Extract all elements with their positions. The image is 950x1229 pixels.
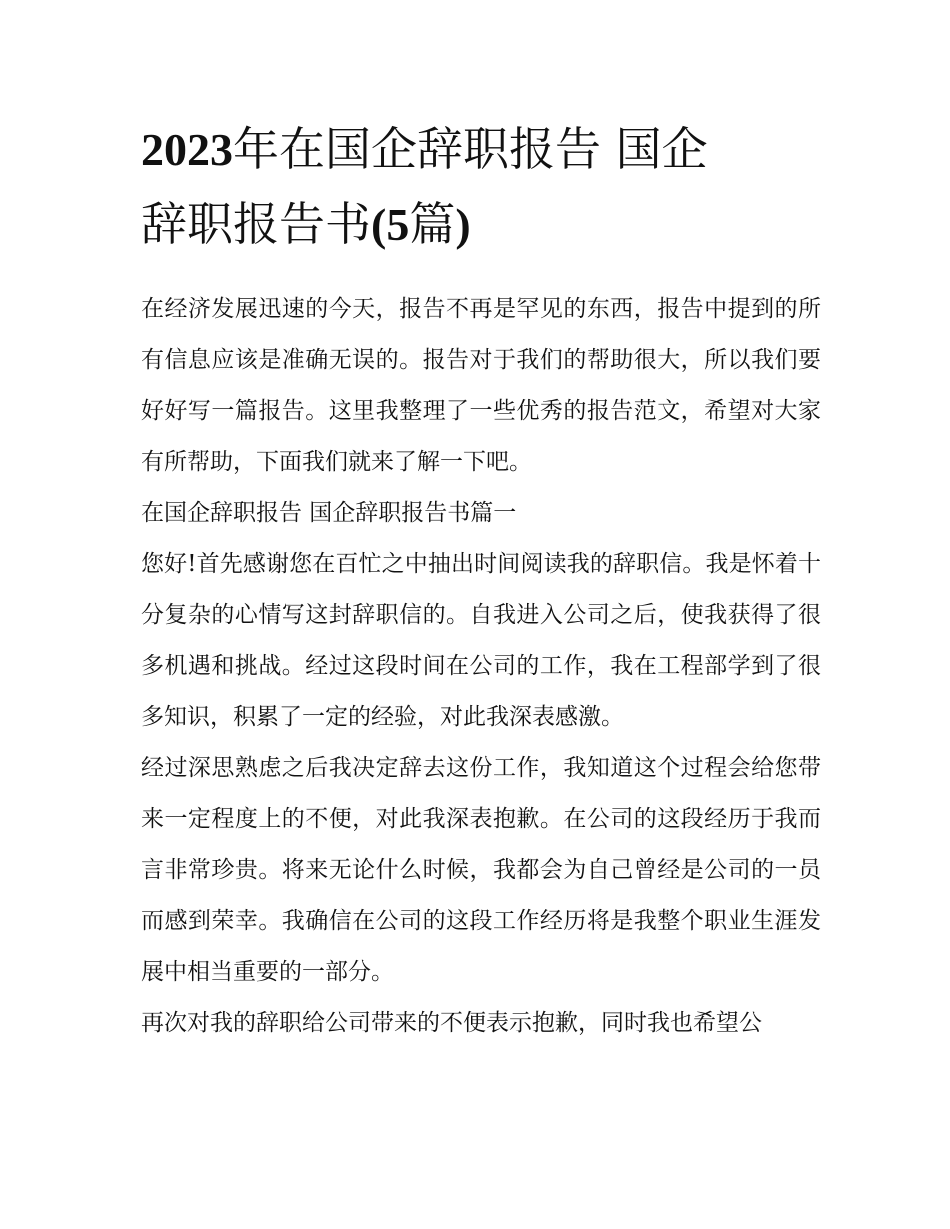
title-line1-text: 年在国企辞职报告 国企 bbox=[233, 122, 708, 176]
document-title bbox=[141, 112, 821, 262]
document-body bbox=[141, 284, 821, 1049]
title-count: (5 bbox=[371, 199, 410, 250]
title-year: 2023 bbox=[141, 124, 233, 175]
intro-paragraph: 在经济发展迅速的今天，报告不再是罕见的东西，报告中提到的所有信息应该是准确无误的。报告对于我们的帮助很大，所以我们要好好写一篇报告。这里我整理了一些优秀的报告范文，希望对大家有所帮助，下面我们就来了解一下吧。 bbox=[141, 296, 821, 475]
title-line2-text: 辞职报告书 bbox=[141, 197, 371, 251]
body-paragraph-3: 再次对我的辞职给公司带来的不便表示抱歉，同时我也希望公 bbox=[141, 1010, 762, 1036]
title-close-paren: ) bbox=[455, 199, 471, 250]
body-paragraph-2: 经过深思熟虑之后我决定辞去这份工作，我知道这个过程会给您带来一定程度上的不便，对此我深表抱歉。在公司的这段经历于我而言非常珍贵。将来无论什么时候，我都会为自己曾经是公司的一员而感到荣幸。我确信在公司的这段工作经历将是我整个职业生涯发展中相当重要的一部分。 bbox=[141, 755, 821, 985]
section-heading: 在国企辞职报告 国企辞职报告书篇一 bbox=[141, 500, 517, 526]
document-content bbox=[141, 112, 821, 1049]
body-paragraph-1: 您好!首先感谢您在百忙之中抽出时间阅读我的辞职信。我是怀着十分复杂的心情写这封辞职信的。自我进入公司之后，使我获得了很多机遇和挑战。经过这段时间在公司的工作，我在工程部学到了很多知识，积累了一定的经验，对此我深表感激。 bbox=[141, 551, 821, 730]
title-count-unit: 篇 bbox=[409, 197, 456, 251]
